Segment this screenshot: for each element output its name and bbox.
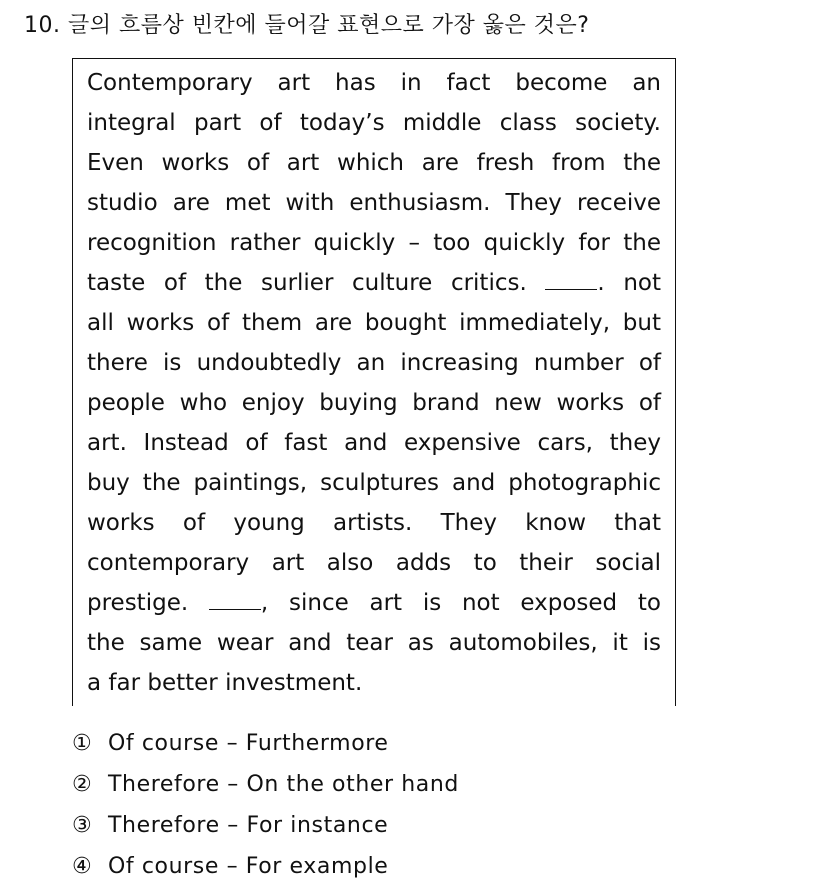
answer-blank-1: [545, 271, 597, 290]
option-number: ④: [72, 854, 93, 879]
passage-line: integral part of today’s middle class society.: [87, 110, 661, 136]
passage-text: prestige.: [87, 590, 189, 616]
option-number: ②: [72, 772, 93, 797]
passage-line: a far better investment.: [87, 670, 363, 696]
question-text: 글의 흐름상 빈칸에 들어갈 표현으로 가장 옳은 것은?: [68, 13, 590, 38]
option-3[interactable]: [72, 808, 459, 849]
passage-text: . not: [597, 270, 661, 296]
passage-line: Contemporary art has in fact become an: [87, 70, 661, 96]
option-number: ③: [72, 813, 93, 838]
answer-blank-2: [209, 591, 261, 610]
passage-line: the same wear and tear as automobiles, it is: [87, 630, 661, 656]
passage-text: , since art is not exposed to: [260, 590, 661, 616]
passage-text: taste of the surlier culture critics.: [87, 270, 527, 296]
option-2[interactable]: [72, 767, 459, 808]
passage-line-with-blank: [87, 583, 661, 623]
passage-line: art. Instead of fast and expensive cars, they: [87, 430, 661, 456]
option-text: Therefore – On the other hand: [108, 772, 459, 797]
passage-line: buy the paintings, sculptures and photographic: [87, 470, 661, 496]
option-text: Of course – Furthermore: [108, 731, 389, 756]
passage-line: all works of them are bought immediately, but: [87, 310, 661, 336]
option-4[interactable]: [72, 849, 459, 890]
question-number: 10.: [24, 13, 61, 38]
passage-line: Even works of art which are fresh from the: [87, 150, 661, 176]
option-text: Therefore – For instance: [108, 813, 389, 838]
option-1[interactable]: [72, 726, 459, 767]
option-text: Of course – For example: [108, 854, 389, 879]
passage-line: recognition rather quickly – too quickly for the: [87, 230, 661, 256]
option-number: ①: [72, 731, 93, 756]
question-heading: [24, 8, 589, 39]
passage-line: contemporary art also adds to their social: [87, 550, 661, 576]
passage-line: people who enjoy buying brand new works of: [87, 390, 661, 416]
passage-line: works of young artists. They know that: [87, 510, 661, 536]
passage-line: studio are met with enthusiasm. They receive: [87, 190, 661, 216]
answer-options: [72, 726, 459, 890]
passage-line: there is undoubtedly an increasing number of: [87, 350, 661, 376]
passage-line-with-blank: [87, 263, 661, 303]
passage-box: [72, 58, 676, 706]
